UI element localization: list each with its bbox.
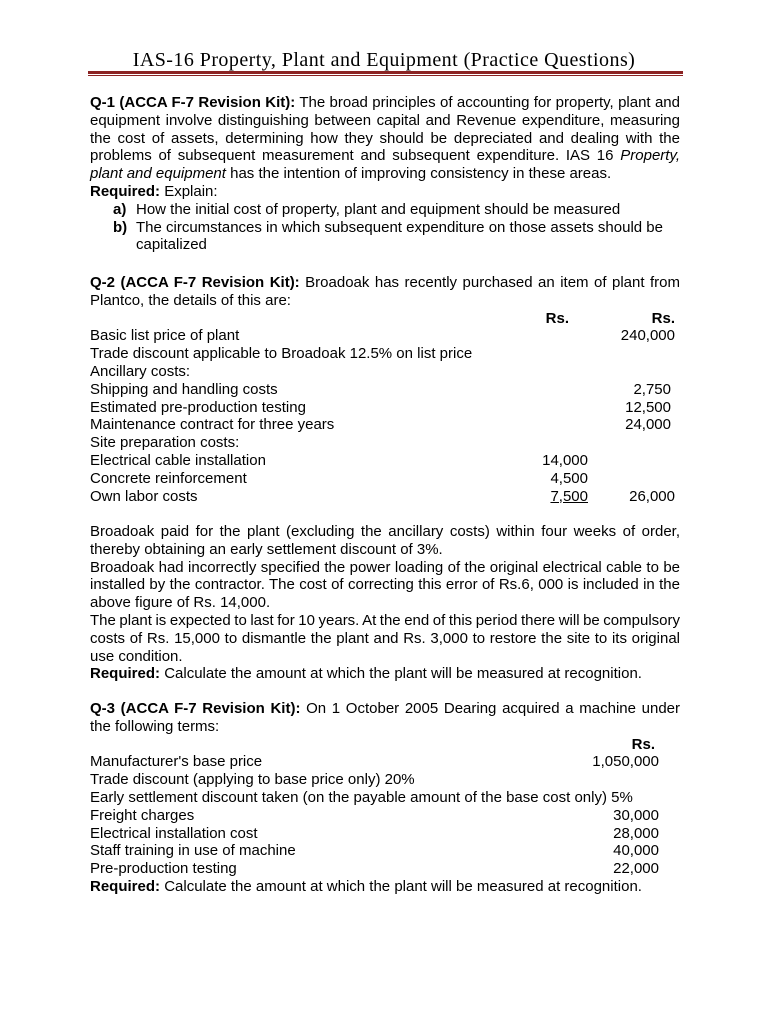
table-row (90, 842, 680, 860)
table-row (90, 381, 680, 399)
question-1 (90, 94, 680, 254)
paragraph-line: the cost of assets, determining how they should be depreciated and dealing with the (90, 129, 680, 147)
required-line (90, 183, 680, 201)
row-label: Estimated pre-production testing (90, 398, 306, 416)
table-row (90, 807, 680, 825)
row-label: Concrete reinforcement (90, 469, 247, 487)
row-label: Staff training in use of machine (90, 842, 296, 860)
table-row (90, 860, 680, 878)
row-label: Ancillary costs: (90, 362, 191, 380)
paragraph-line: Broadoak had incorrectly specified the power loading of the original electrical cable to be (90, 558, 680, 576)
amount-cell: 40,000 (613, 842, 659, 860)
question-text: The broad principles of accounting for property, plant and (299, 94, 680, 111)
table-header-row (90, 310, 680, 328)
amount-cell: 1,050,000 (592, 753, 659, 771)
column-header: Rs. (631, 735, 655, 753)
row-label: Trade discount (applying to base price only) 20% (90, 771, 415, 789)
paragraph-line: Broadoak paid for the plant (excluding the ancillary costs) within four weeks of order, (90, 523, 680, 540)
amount-cell: 12,500 (625, 398, 671, 416)
question-text: On 1 October 2005 Dearing acquired a machine under (306, 700, 681, 717)
row-label: Own labor costs (90, 487, 198, 505)
amount-cell: 26,000 (629, 487, 675, 505)
paragraph-line: above figure of Rs. 14,000. (90, 594, 271, 612)
title-divider (88, 71, 683, 76)
table-row (90, 825, 680, 843)
subtotal-amount-cell: 7,500 (550, 487, 588, 505)
row-label: Electrical cable installation (90, 451, 266, 469)
row-label: Electrical installation cost (90, 824, 258, 842)
list-marker: a) (113, 200, 127, 218)
table-row (90, 363, 680, 381)
paragraph-line: Plantco, the details of this are: (90, 291, 291, 309)
question-text: problems of subsequent measurement and subsequent expenditure. IAS 16 (90, 147, 614, 165)
paragraph-line: installed by the contractor. The cost of correcting this error of Rs.6, 000 is included in the (90, 576, 680, 594)
table-row (90, 753, 680, 771)
amount-cell: 28,000 (613, 824, 659, 842)
row-label: Trade discount applicable to Broadoak 12.5% on list price (90, 345, 473, 363)
row-label: Manufacturer's base price (90, 753, 263, 771)
required-line (90, 665, 680, 683)
paragraph-line (90, 274, 680, 292)
row-label: Shipping and handling costs (90, 380, 278, 398)
list-marker: b) (113, 218, 128, 236)
column-header: Rs. (545, 309, 569, 327)
amount-cell: 4,500 (550, 469, 588, 487)
question-3 (90, 700, 680, 896)
amount-cell: 14,000 (542, 451, 588, 469)
paragraph-line: the following terms: (90, 717, 220, 735)
required-label: Required: (90, 665, 161, 683)
question-2 (90, 274, 680, 505)
paragraph-line: thereby obtaining an early settlement discount of 3%. (90, 540, 443, 558)
paragraph-line (90, 147, 680, 165)
list-item-continuation: capitalized (136, 236, 207, 254)
table-row (90, 434, 680, 452)
required-line (90, 878, 680, 896)
question-2-label: Q-2 (ACCA F-7 Revision Kit): (90, 274, 300, 291)
list-item-text: The circumstances in which subsequent expenditure on those assets should be (136, 218, 663, 236)
question-text: Broadoak has recently purchased an item of plant from (305, 274, 680, 291)
standard-title-italic: plant and equipment (90, 165, 226, 183)
required-label: Required: (90, 182, 161, 200)
table-row (90, 416, 680, 434)
paragraph-line: costs of Rs. 15,000 to dismantle the plant and Rs. 3,000 to restore the site to its original (90, 629, 680, 647)
list-item (90, 219, 680, 237)
paragraph-line (90, 700, 680, 718)
row-label: Maintenance contract for three years (90, 416, 335, 434)
paragraph-line: use condition. (90, 647, 183, 665)
amount-cell: 30,000 (613, 806, 659, 824)
list-item-text: How the initial cost of property, plant and equipment should be measured (136, 200, 621, 218)
table-row (90, 771, 680, 789)
column-header: Rs. (651, 309, 675, 327)
question-text: has the intention of improving consistency in these areas. (230, 165, 612, 183)
required-label: Required: (90, 877, 161, 895)
row-label: Pre-production testing (90, 860, 237, 878)
row-label: Freight charges (90, 806, 195, 824)
table-row (90, 488, 680, 506)
table-row (90, 327, 680, 345)
amount-cell: 22,000 (613, 860, 659, 878)
list-item (90, 201, 680, 219)
amount-cell: 24,000 (625, 416, 671, 434)
table-row (90, 399, 680, 417)
paragraph-line (90, 165, 680, 183)
row-label: Basic list price of plant (90, 327, 240, 345)
amount-cell: 2,750 (633, 380, 671, 398)
amount-cell: 240,000 (620, 327, 675, 345)
question-2-notes (90, 523, 680, 683)
table-row (90, 470, 680, 488)
table-row (90, 345, 680, 363)
required-text: Calculate the amount at which the plant will be measured at recognition. (164, 665, 642, 683)
row-label: Early settlement discount taken (on the payable amount of the base cost only) 5% (90, 788, 633, 806)
table-header-row (90, 736, 680, 754)
question-3-label: Q-3 (ACCA F-7 Revision Kit): (90, 700, 301, 717)
question-1-label: Q-1 (ACCA F-7 Revision Kit): (90, 94, 296, 111)
row-label: Site preparation costs: (90, 434, 240, 452)
paragraph-line: equipment involve distinguishing between capital and Revenue expenditure, measuring (90, 111, 680, 129)
table-row (90, 789, 680, 807)
standard-title-italic: Property, (620, 147, 681, 165)
table-row (90, 452, 680, 470)
paragraph-line (90, 94, 680, 112)
required-text: Explain: (164, 182, 218, 200)
page-title: IAS-16 Property, Plant and Equipment (Practice Questions) (132, 49, 636, 71)
paragraph-line: The plant is expected to last for 10 years. At the end of this period there will be compulsory (90, 611, 680, 629)
required-text: Calculate the amount at which the plant will be measured at recognition. (164, 877, 642, 895)
